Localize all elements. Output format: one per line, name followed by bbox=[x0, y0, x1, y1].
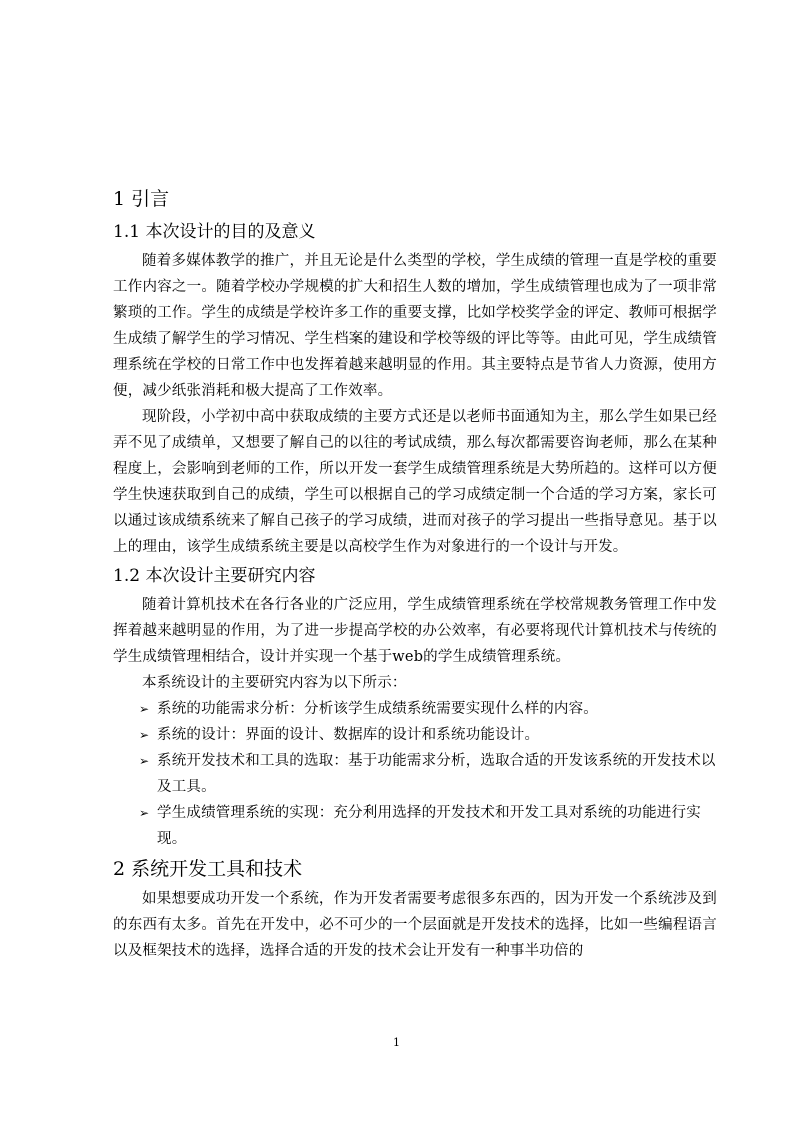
section-1-heading: 1 引言 bbox=[113, 188, 170, 210]
page-content bbox=[113, 186, 717, 964]
section-1-2-heading: 1.2 本次设计主要研究内容 bbox=[113, 566, 316, 586]
research-content-list bbox=[113, 696, 717, 852]
arrow-bullet-icon: ➢ bbox=[139, 702, 150, 716]
paragraph: 随着计算机技术在各行各业的广泛应用，学生成绩管理系统在学校常规教务管理工作中发挥着越来越明显的作用，为了进一步提高学校的办公效率，有必要将现代计算机技术与传统的学生成绩管理相结合，设计并实现一个基于web的学生成绩管理系统。 bbox=[113, 597, 717, 665]
arrow-bullet-icon: ➢ bbox=[139, 806, 150, 820]
list-item bbox=[113, 696, 717, 722]
list-item bbox=[113, 748, 717, 800]
list-item-text: 系统的设计：界面的设计、数据库的设计和系统功能设计。 bbox=[157, 727, 540, 743]
arrow-bullet-icon: ➢ bbox=[139, 728, 150, 742]
list-intro: 本系统设计的主要研究内容为以下所示： bbox=[142, 675, 407, 691]
list-item-text: 学生成绩管理系统的实现：充分利用选择的开发技术和开发工具对系统的功能进行实现。 bbox=[157, 805, 701, 847]
paragraph: 现阶段，小学初中高中获取成绩的主要方式还是以老师书面通知为主，那么学生如果已经弄不见了成绩单，又想要了解自己的以往的考试成绩，那么每次都需要咨询老师，那么在某种程度上，会影响到老师的工作，所以开发一套学生成绩管理系统是大势所趋的。这样可以方便学生快速获取到自己的成绩，学生可以根据自己的学习成绩定制一个合适的学习方案，家长可以通过该成绩系统来了解自己孩子的学习成绩，进而对孩子的学习提出一些指导意见。基于以上的理由，该学生成绩系统主要是以高校学生作为对象进行的一个设计与开发。 bbox=[113, 409, 717, 555]
section-1-1-heading: 1.1 本次设计的目的及意义 bbox=[113, 222, 316, 242]
list-item bbox=[113, 722, 717, 748]
arrow-bullet-icon: ➢ bbox=[139, 754, 150, 768]
paragraph: 随着多媒体教学的推广，并且无论是什么类型的学校，学生成绩的管理一直是学校的重要工作内容之一。随着学校办学规模的扩大和招生人数的增加，学生成绩管理也成为了一项非常繁琐的工作。学生的成绩是学校许多工作的重要支撑，比如学校奖学金的评定、教师可根据学生成绩了解学生的学习情况、学生档案的建设和学校等级的评比等等。由此可见，学生成绩管理系统在学校的日常工作中也发挥着越来越明显的作用。其主要特点是节省人力资源，使用方便，减少纸张消耗和极大提高了工作效率。 bbox=[113, 253, 717, 399]
page-number: 1 bbox=[393, 1036, 400, 1049]
list-item-text: 系统开发技术和工具的选取：基于功能需求分析，选取合适的开发该系统的开发技术以及工具。 bbox=[157, 753, 716, 795]
paragraph: 如果想要成功开发一个系统，作为开发者需要考虑很多东西的，因为开发一个系统涉及到的东西有太多。首先在开发中，必不可少的一个层面就是开发技术的选择，比如一些编程语言以及框架技术的选择，选择合适的开发的技术会让开发有一种事半功倍的 bbox=[113, 891, 717, 959]
section-2-heading: 2 系统开发工具和技术 bbox=[113, 858, 303, 880]
list-item bbox=[113, 800, 717, 852]
list-item-text: 系统的功能需求分析：分析该学生成绩系统需要实现什么样的内容。 bbox=[157, 701, 598, 717]
